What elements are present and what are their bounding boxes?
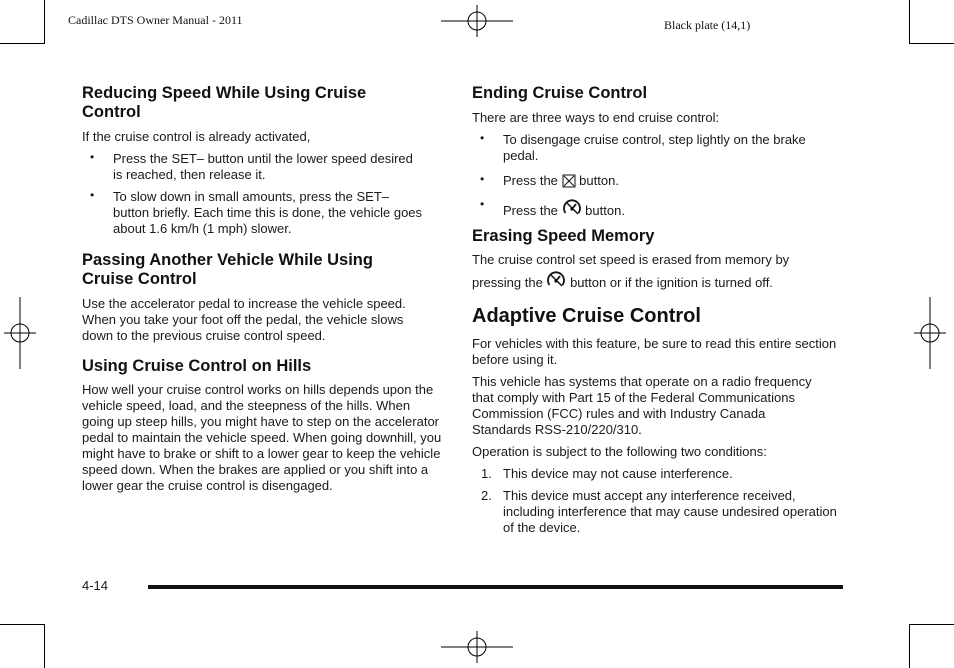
bullet-item [472, 198, 842, 219]
crop-mark [909, 624, 910, 668]
paragraph-text: pressing the [472, 275, 543, 290]
list-text: This device may not cause interference. [503, 466, 733, 481]
header-left: Cadillac DTS Owner Manual - 2011 [68, 13, 243, 27]
bullet: • [90, 188, 95, 202]
paragraph [472, 270, 842, 291]
left-column [82, 84, 442, 494]
list-item [472, 488, 843, 536]
bullet-item [472, 132, 813, 164]
section-heading: Reducing Speed While Using Cruise Control [82, 84, 367, 121]
bullet-text: To disengage cruise control, step lightly on the brake pedal. [503, 132, 806, 163]
registration-mark [4, 297, 36, 369]
major-heading: Adaptive Cruise Control [472, 305, 701, 327]
bullet-text: Press the SET– button until the lower speed desired is reached, then release it. [113, 151, 413, 182]
bullet: • [480, 131, 485, 145]
cruise-on-off-icon [562, 198, 582, 218]
crop-mark [0, 43, 44, 44]
bullet-text: To slow down in small amounts, press the SET– button briefly. Each time this is done, the vehicle goes about 1.6 km/h (1 mph) slower. [113, 189, 423, 236]
paragraph: Operation is subject to the following two conditions: [472, 444, 767, 459]
paragraph: This vehicle has systems that operate on a radio frequency that comply with Part 15 of the Federal Communications Commission (FCC) rules and with Industry Canada Standards RSS-210/220/310. [472, 374, 812, 437]
list-number: 1. [481, 466, 492, 481]
section-heading: Ending Cruise Control [472, 84, 648, 102]
section-heading: Passing Another Vehicle While Using Cruise Control [82, 251, 373, 288]
list-text: This device must accept any interference received, including interference that may cause undesired operation of the device. [503, 488, 837, 535]
cruise-on-off-icon [546, 270, 566, 290]
footer-rule [148, 585, 843, 589]
paragraph-text: button or if the ignition is turned off. [570, 275, 773, 290]
paragraph: For vehicles with this feature, be sure to read this entire section before using it. [472, 336, 837, 367]
paragraph: How well your cruise control works on hills depends upon the vehicle speed, load, and the steepness of the hills. When going up steep hills, you might have to step on the accelerator pedal to maintain the vehicle speed. When going downhill, you might have to brake or shift to a lower gear to keep the vehicle speed down. When the brakes are applied or you shift into a lower gear the cruise control is disengaged. [82, 382, 442, 493]
bullet: • [480, 172, 485, 186]
registration-mark [914, 297, 946, 369]
bullet: • [90, 150, 95, 164]
crop-mark [0, 624, 44, 625]
registration-mark [441, 631, 513, 663]
bullet-text: Press the [503, 173, 558, 188]
bullet-text: Press the [503, 203, 558, 218]
header-right: Black plate (14,1) [664, 18, 751, 32]
paragraph: The cruise control set speed is erased from memory by [472, 252, 790, 267]
paragraph: There are three ways to end cruise control: [472, 110, 720, 125]
cancel-icon [562, 174, 576, 188]
crop-mark [44, 624, 45, 668]
crop-mark [909, 0, 910, 44]
bullet-text: button. [585, 203, 625, 218]
paragraph: If the cruise control is already activated, [82, 129, 311, 144]
bullet-item [472, 173, 842, 189]
bullet-item [82, 151, 413, 183]
page-number: 4-14 [82, 578, 109, 593]
bullet: • [480, 197, 485, 211]
crop-mark [910, 43, 954, 44]
registration-mark [441, 5, 513, 37]
crop-mark [910, 624, 954, 625]
section-heading: Erasing Speed Memory [472, 227, 655, 245]
paragraph: Use the accelerator pedal to increase the vehicle speed. When you take your foot off the pedal, the vehicle slows down to the previous cruise control speed. [82, 296, 406, 343]
crop-mark [44, 0, 45, 44]
section-heading: Using Cruise Control on Hills [82, 357, 312, 375]
right-column [472, 84, 842, 536]
bullet-text: button. [579, 173, 619, 188]
bullet-item [82, 189, 423, 237]
list-item [472, 466, 842, 482]
list-number: 2. [481, 488, 492, 503]
